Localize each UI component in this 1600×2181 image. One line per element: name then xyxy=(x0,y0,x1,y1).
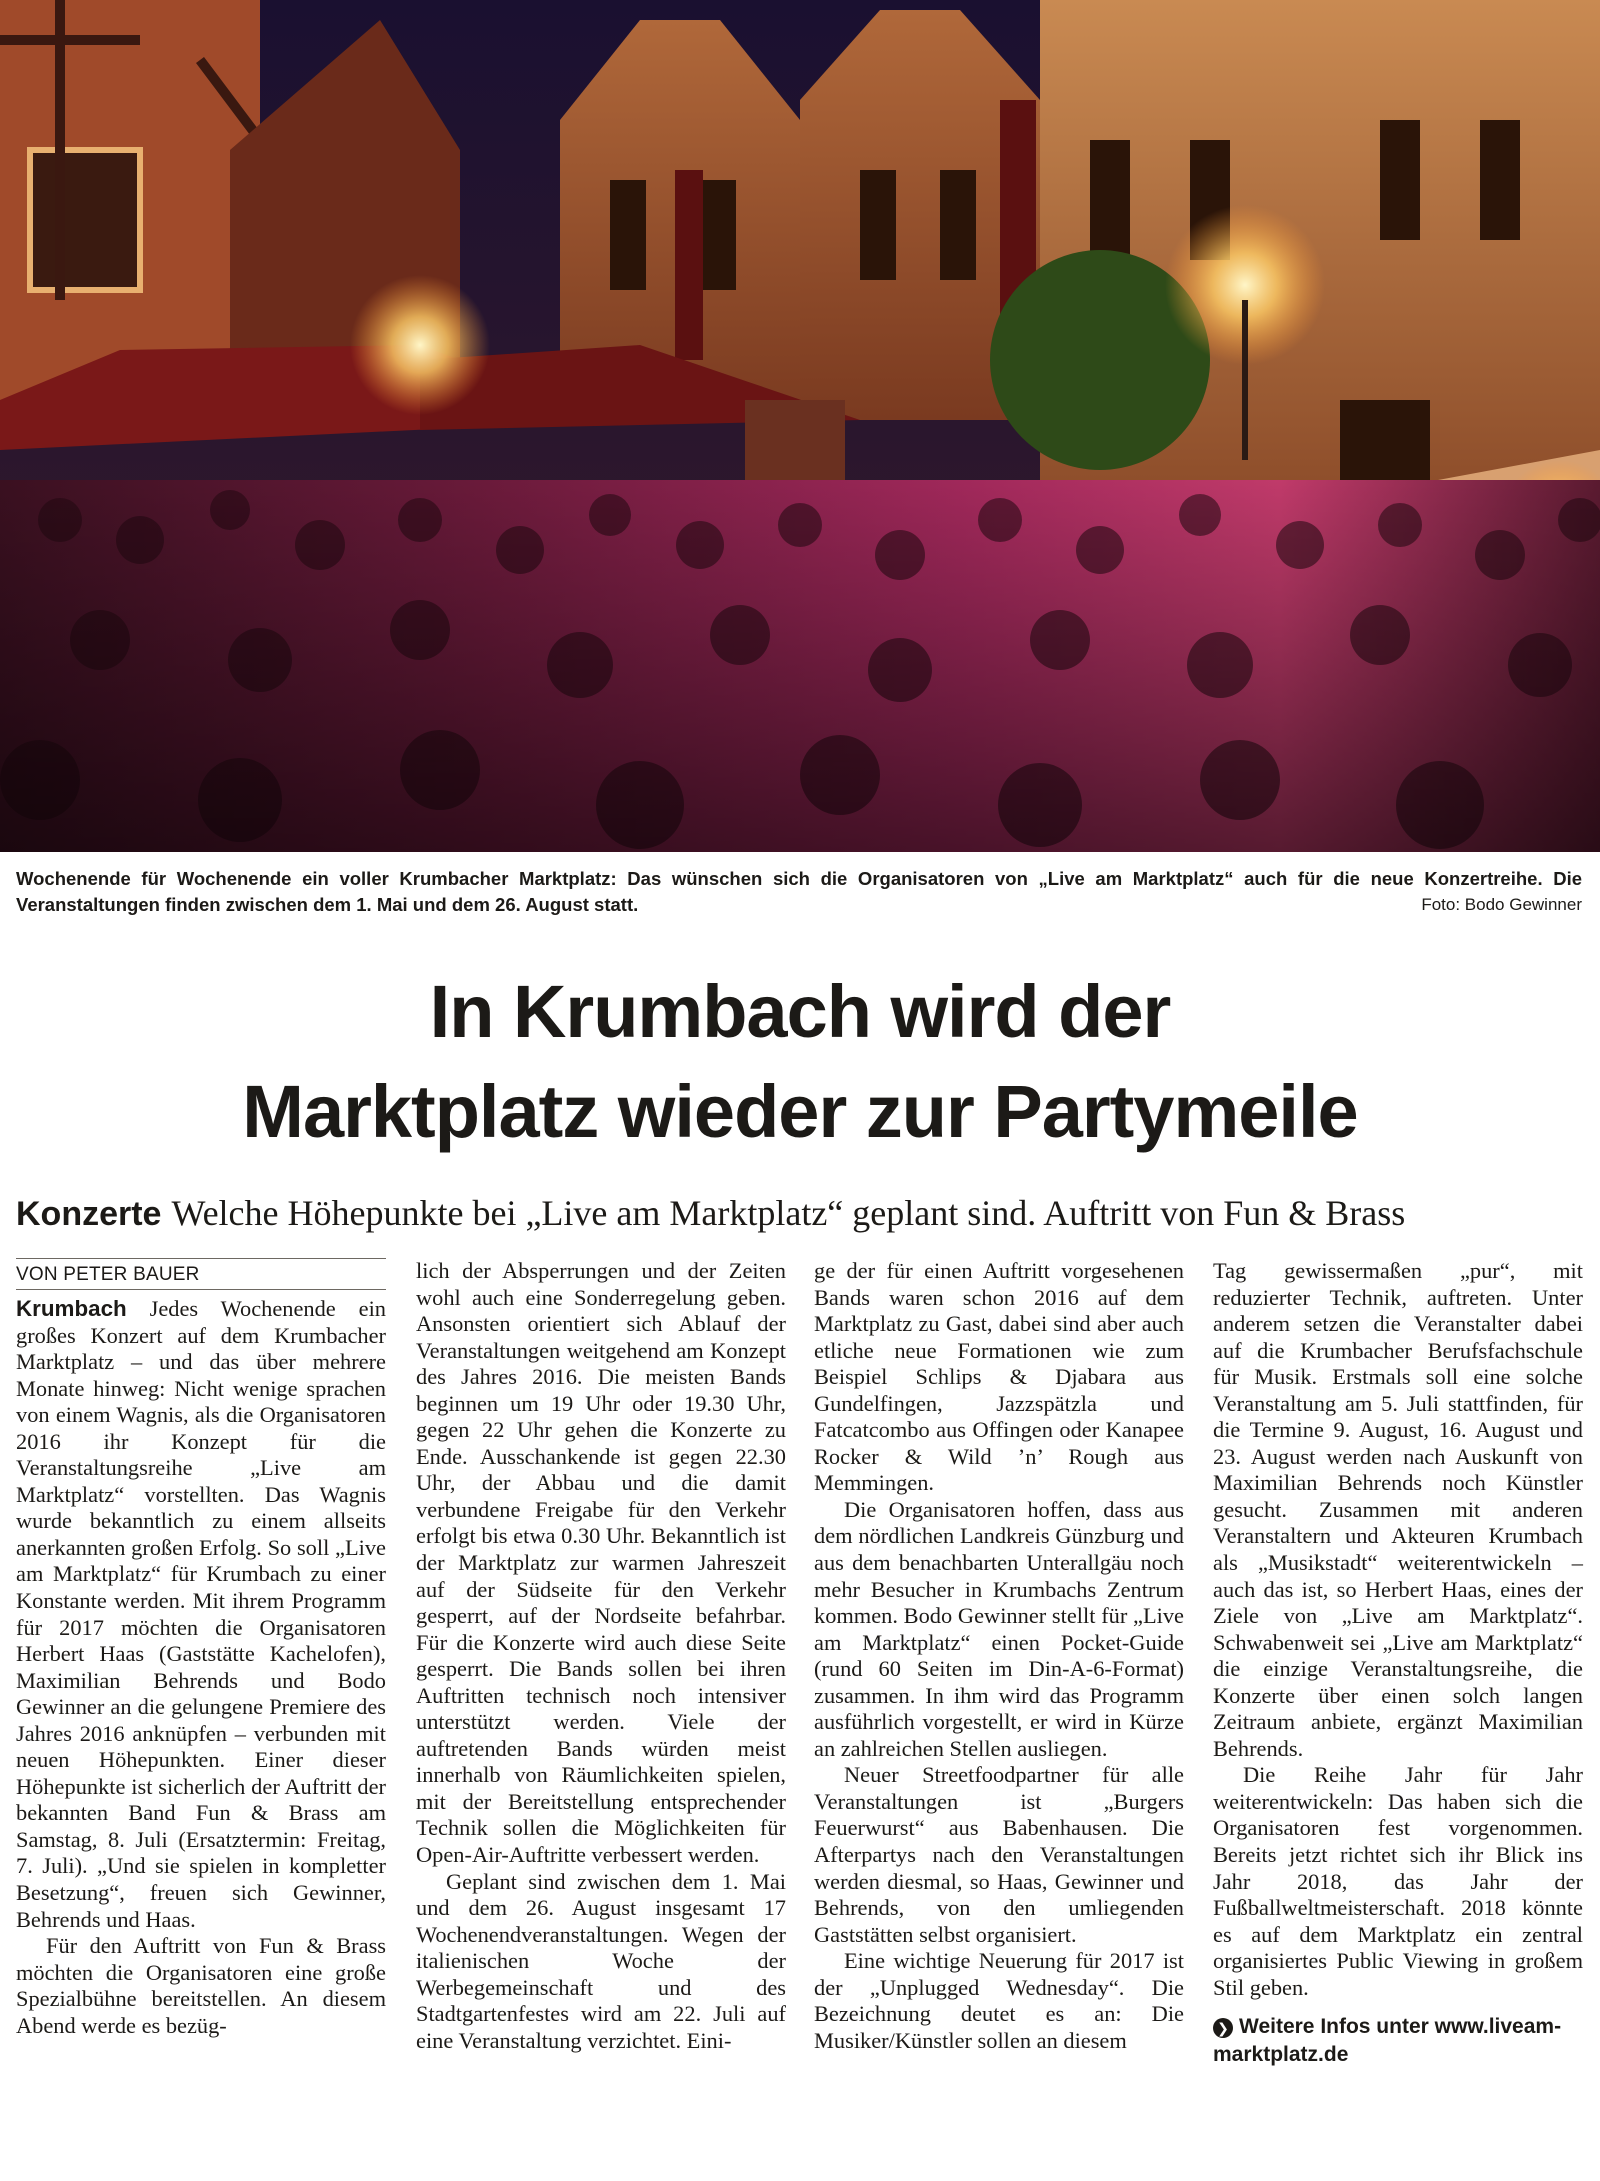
paragraph: Die Organisatoren hoffen, dass aus dem nördlichen Landkreis Günzburg und aus dem benachbarten Unterallgäu noch mehr Besucher in Krumbachs Zentrum kommen. Bodo Gewinner stellt für „Live am Marktplatz“ einen Pocket-Guide (rund 60 Seiten im Din-A-6-Format) zusammen. In ihm wird das Programm ausführlich vorgestellt, er wird in Kürze an zahlreichen Stellen ausliegen. xyxy=(814,1496,1184,1761)
paragraph: ge der für einen Auftritt vorgesehenen Bands waren schon 2016 auf dem Marktplatz zu Gast, dabei sind aber auch etliche neue Formationen wie zum Beispiel Schlips & Djabara aus Gundelfingen, Jazzspätzla und Fatcatcombo aus Offingen oder Kanapee Rocker & Wild ’n’ Rough aus Memmingen. xyxy=(814,1258,1184,1496)
article-column-1 xyxy=(16,1258,386,2039)
paragraph xyxy=(16,1296,386,1933)
article-photo xyxy=(0,0,1600,852)
article-column-4 xyxy=(1213,1258,1583,2069)
article-column-3 xyxy=(814,1258,1184,2054)
dateline: Krumbach xyxy=(16,1296,127,1321)
paragraph: Neuer Streetfoodpartner für alle Veranstaltungen ist „Burgers Feuerwurst“ aus Babenhausen. Die Afterpartys nach den Veranstaltungen werden diesmal, so Haas, Gewinner und Behrends, von den umliegenden Gaststätten selbst organisiert. xyxy=(814,1762,1184,1947)
subhead-text: Welche Höhepunkte bei „Live am Marktplatz“ geplant sind. Auftritt von Fun & Brass xyxy=(171,1193,1406,1233)
paragraph-text: Jedes Wochenende ein großes Konzert auf dem Krumbacher Marktplatz – und das über mehrere Monate hinweg: Nicht wenige sprachen von einem Wagnis, als die Organisatoren 2016 ihr Konzept für die Veranstaltungsreihe „Live am Marktplatz“ vorstellten. Das Wagnis wurde bekanntlich zu einem allseits anerkannten großen Erfolg. So soll „Live am Marktplatz“ für Krumbach zu einer Konstante werden. Mit ihrem Programm für 2017 möchten die Organisatoren Herbert Haas (Gaststätte Kachelofen), Maximilian Behrends und Bodo Gewinner an die gelungene Premiere des Jahres 2016 anknüpfen – verbunden mit neuen Höhepunkten. Einer dieser Höhepunkte ist sicherlich der Auftritt der bekannten Band Fun & Brass am Samstag, 8. Juli (Ersatztermin: Freitag, 7. Juli). „Und sie spielen in kompletter Besetzung“, freuen sich Gewinner, Behrends und Haas. xyxy=(16,1296,386,1932)
subheadline xyxy=(16,1188,1586,1239)
more-info-link[interactable] xyxy=(1213,2013,1583,2069)
paragraph: Die Reihe Jahr für Jahr weiterentwickeln: Das haben sich die Organisatoren fest vorgenommen. Bereits jetzt richtet sich ihr Blick ins Jahr 2018, das Jahr der Fußballweltmeisterschaft. 2018 könnte es auf dem Marktplatz ein zentral organisiertes Public Viewing in großem Stil geben. xyxy=(1213,1762,1583,2000)
headline xyxy=(0,962,1600,1162)
byline: VON PETER BAUER xyxy=(16,1258,386,1290)
headline-line-2: Marktplatz wieder zur Partymeile xyxy=(242,1070,1358,1153)
headline-line-1: In Krumbach wird der xyxy=(429,970,1171,1053)
paragraph: Eine wichtige Neuerung für 2017 ist der „Unplugged Wednesday“. Die Bezeichnung deutet es an: Die Musiker/Künstler sollen an diesem xyxy=(814,1948,1184,2053)
chevron-right-circle-icon: ❯ xyxy=(1213,2018,1233,2038)
paragraph: lich der Absperrungen und der Zeiten wohl auch eine Sonderregelung geben. Ansonsten orientiert sich Ablauf der Veranstaltungen weitgehend am Konzept des Jahres 2016. Die meisten Bands beginnen um 19 Uhr oder 19.30 Uhr, gegen 22 Uhr gehen die Konzerte zu Ende. Ausschankende ist gegen 22.30 Uhr, der Abbau und die damit verbundene Freigabe für den Verkehr erfolgt bis etwa 0.30 Uhr. Bekanntlich ist der Marktplatz zur warmen Jahreszeit auf der Südseite für den Verkehr gesperrt, auf der Nordseite befahrbar. Für die Konzerte wird auch diese Seite gesperrt. Die Bands sollen bei ihren Auftritten technisch noch intensiver unterstützt werden. Viele der auftretenden Bands würden meist innerhalb von Räumlichkeiten spielen, mit der Bereitstellung entsprechender Technik sollen die Möglichkeiten für Open-Air-Auftritte verbessert werden. xyxy=(416,1258,786,1868)
paragraph: Geplant sind zwischen dem 1. Mai und dem 26. August insgesamt 17 Wochenendveranstaltungen. Wegen der italienischen Woche der Werbegemeinschaft und des Stadtgartenfestes wird am 22. Juli auf eine Veranstaltung verzichtet. Eini- xyxy=(416,1868,786,2053)
article-column-2 xyxy=(416,1258,786,2054)
photo-credit: Foto: Bodo Gewinner xyxy=(1421,895,1582,914)
paragraph: Für den Auftritt von Fun & Brass möchten die Organisatoren eine große Spezialbühne bereitstellen. An diesem Abend werde es bezüg- xyxy=(16,1933,386,2038)
photo-caption: Wochenende für Wochenende ein voller Krumbacher Marktplatz: Das wünschen sich die Organisatoren von „Live am Marktplatz“ auch für die neue Konzertreihe. Die Veranstaltungen finden zwischen dem 1. Mai und dem 26. August statt. xyxy=(16,868,1582,915)
paragraph: Tag gewissermaßen „pur“, mit reduzierter Technik, auftreten. Unter anderem setzen die Veranstalter dabei auf die Krumbacher Berufsfachschule für Musik. Erstmals soll eine solche Veranstaltung am 5. Juli stattfinden, für die Termine 9. August, 16. August und 23. August werden nach Auskunft von Maximilian Behrends noch Künstler gesucht. Zusammen mit anderen Veranstaltern und Akteuren Krumbach als „Musikstadt“ weiterentwickeln – auch das ist, so Herbert Haas, eines der Ziele von „Live am Marktplatz“. Schwabenweit sei „Live am Marktplatz“ die einzige Veranstaltungsreihe, die Konzerte über einen solch langen Zeitraum anbiete, ergänzt Maximilian Behrends. xyxy=(1213,1258,1583,1761)
subhead-kicker: Konzerte xyxy=(16,1195,162,1233)
photo-illustration xyxy=(0,0,1600,852)
more-info-text: Weitere Infos unter www.liveam-marktplatz.de xyxy=(1213,2015,1562,2067)
